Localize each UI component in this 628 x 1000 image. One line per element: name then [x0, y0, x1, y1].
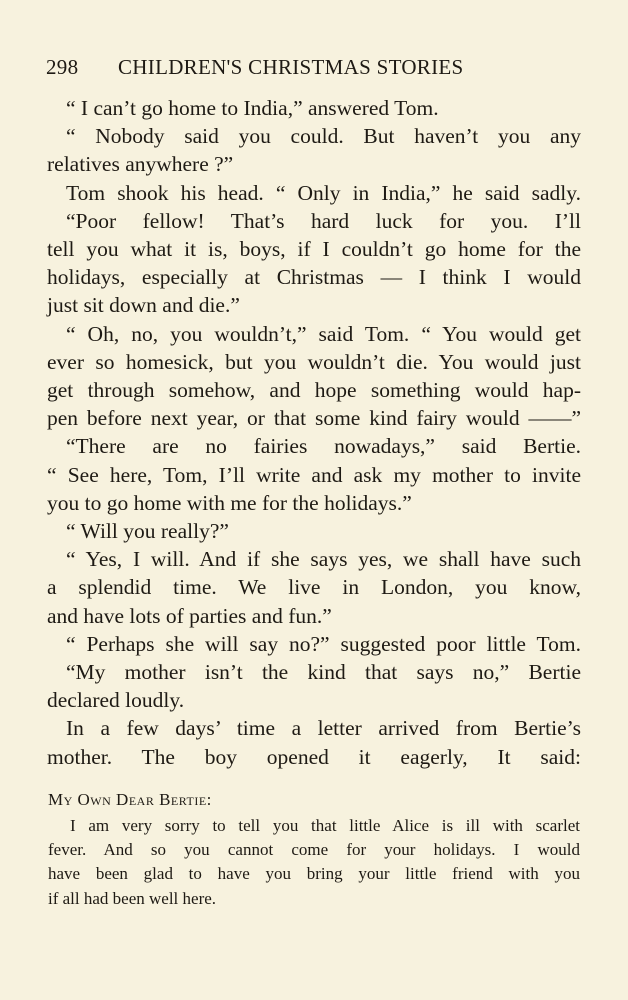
- text-line: tell you what it is, boys, if I couldn’t go home for the: [47, 237, 581, 262]
- text-line: “ Perhaps she will say no?” suggested poor little Tom.: [66, 631, 581, 656]
- text-line: declared loudly.: [47, 688, 185, 713]
- text-line: ever so homesick, but you wouldn’t die. You would just: [47, 349, 581, 374]
- text-line: “My mother isn’t the kind that says no,” Bertie: [66, 660, 581, 685]
- text-line: “ See here, Tom, I’ll write and ask my mother to invite: [47, 462, 581, 487]
- text-line: “ Yes, I will. And if she says yes, we shall have such: [66, 547, 581, 572]
- running-title: CHILDREN'S CHRISTMAS STORIES: [118, 55, 464, 79]
- text-line: just sit down and die.”: [47, 293, 240, 318]
- text-line: I am very sorry to tell you that little Alice is ill with scarlet: [70, 816, 580, 835]
- text-line: a splendid time. We live in London, you know,: [47, 575, 581, 600]
- letter-block: [48, 790, 580, 911]
- text-line: you to go home with me for the holidays.”: [47, 490, 412, 515]
- text-line: have been glad to have you bring your little friend with you: [48, 864, 580, 884]
- body-text: [47, 94, 581, 771]
- text-line: “ Will you really?”: [66, 519, 229, 544]
- letter-body: [48, 814, 580, 911]
- text-line: mother. The boy opened it eagerly, It said:: [47, 744, 581, 769]
- text-line: In a few days’ time a letter arrived from Bertie’s: [66, 716, 581, 741]
- page-number: 298: [46, 55, 79, 79]
- text-line: fever. And so you cannot come for your holidays. I would: [48, 840, 580, 860]
- text-line: “ I can’t go home to India,” answered Tom.: [66, 96, 439, 120]
- text-line: if all had been well here.: [48, 888, 217, 908]
- text-line: “ Oh, no, you wouldn’t,” said Tom. “ You would get: [66, 321, 581, 346]
- text-line: pen before next year, or that some kind fairy would ——”: [47, 406, 581, 431]
- letter-salutation: My Own Dear Bertie:: [48, 790, 212, 809]
- text-line: get through somehow, and hope something would hap-: [47, 378, 581, 403]
- text-line: Tom shook his head. “ Only in India,” he said sadly.: [66, 180, 581, 205]
- text-line: “ Nobody said you could. But haven’t you any: [66, 124, 581, 149]
- text-line: “Poor fellow! That’s hard luck for you. I’ll: [66, 208, 581, 233]
- text-line: relatives anywhere ?”: [47, 152, 234, 177]
- text-line: and have lots of parties and fun.”: [47, 603, 332, 628]
- page-header: [46, 55, 586, 85]
- text-line: holidays, especially at Christmas — I think I would: [47, 265, 581, 290]
- text-line: “There are no fairies nowadays,” said Bertie.: [66, 434, 581, 459]
